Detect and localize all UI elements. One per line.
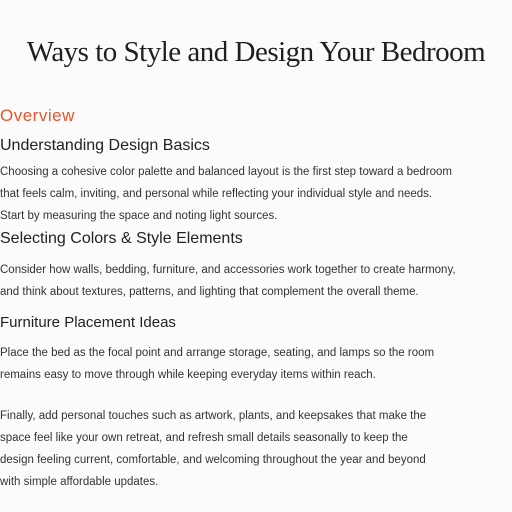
paragraph-line: space feel like your own retreat, and refresh small details seasonally to keep the	[0, 432, 408, 444]
paragraph-line: remains easy to move through while keeping everyday items within reach.	[0, 369, 376, 381]
section-kicker: Overview	[0, 106, 75, 125]
paragraph-line: that feels calm, inviting, and personal while reflecting your individual style and needs.	[0, 188, 433, 200]
paragraph-3	[0, 342, 512, 386]
paragraph-line: Choosing a cohesive color palette and balanced layout is the first step toward a bedroom	[0, 166, 452, 178]
paragraph-4	[0, 405, 512, 493]
paragraph-line: Finally, add personal touches such as artwork, plants, and keepsakes that make the	[0, 410, 427, 422]
section-heading-3: Furniture Placement Ideas	[0, 314, 176, 331]
paragraph-line: and think about textures, patterns, and lighting that complement the overall theme.	[0, 286, 419, 298]
paragraph-1	[0, 161, 512, 227]
page-title: Ways to Style and Design Your Bedroom	[26, 36, 486, 68]
paragraph-line: Consider how walls, bedding, furniture, and accessories work together to create harmony,	[0, 264, 456, 276]
paragraph-line: design feeling current, comfortable, and welcoming throughout the year and beyond	[0, 454, 426, 466]
section-heading-1: Understanding Design Basics	[0, 137, 210, 154]
section-heading-2: Selecting Colors & Style Elements	[0, 230, 243, 247]
paragraph-line: with simple affordable updates.	[0, 476, 159, 488]
paragraph-line: Start by measuring the space and noting light sources.	[0, 210, 278, 222]
paragraph-line: Place the bed as the focal point and arrange storage, seating, and lamps so the room	[0, 347, 435, 359]
paragraph-2	[0, 259, 512, 303]
